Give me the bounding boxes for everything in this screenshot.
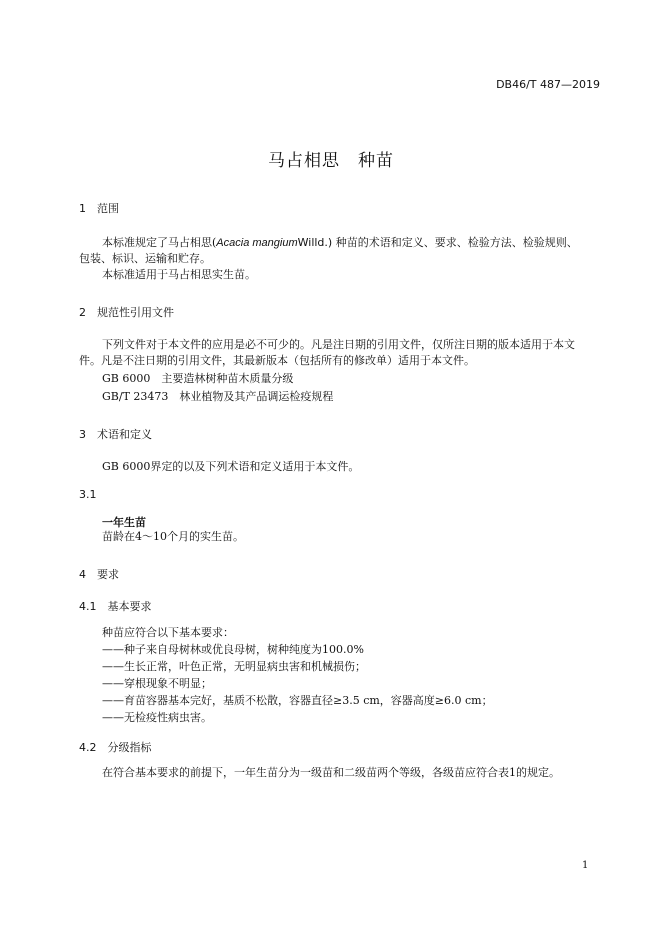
reference-item: GB 6000 主要造林树种苗木质量分级: [102, 372, 294, 385]
section-1-text-b: Willd.) 种苗的术语和定义、要求、检验方法、检验规则、: [297, 236, 578, 249]
section-4-1-heading: 4.1 基本要求: [79, 600, 152, 613]
section-1-paragraph-1: [102, 236, 578, 250]
section-2-paragraph-1-cont: 件。凡是不注日期的引用文件，其最新版本（包括所有的修改单）适用于本文件。: [79, 354, 475, 367]
reference-item: GB/T 23473 林业植物及其产品调运检疫规程: [102, 390, 334, 403]
section-1-heading: 1 范围: [79, 202, 119, 215]
document-code: DB46/T 487—2019: [496, 78, 600, 91]
requirement-item: ——无检疫性病虫害。: [102, 711, 212, 724]
section-1-text-a: 本标准规定了马占相思(: [102, 236, 217, 249]
section-1-paragraph-1-cont: 包装、标识、运输和贮存。: [79, 252, 211, 265]
section-4-2-heading: 4.2 分级指标: [79, 741, 152, 754]
section-2-heading: 2 规范性引用文件: [79, 306, 174, 319]
section-3-heading: 3 术语和定义: [79, 428, 152, 441]
section-4-heading: 4 要求: [79, 568, 119, 581]
section-3-1-heading: 3.1: [79, 488, 97, 501]
requirements-intro: 种苗应符合以下基本要求：: [102, 626, 234, 639]
requirement-item: ——生长正常，叶色正常，无明显病虫害和机械损伤；: [102, 660, 366, 673]
requirement-item: ——种子来自母树林或优良母树，树种纯度为100.0%: [102, 643, 364, 656]
section-3-paragraph: GB 6000界定的以及下列术语和定义适用于本文件。: [102, 460, 360, 473]
requirement-item: ——穿根现象不明显；: [102, 677, 212, 690]
latin-name: Acacia mangium: [216, 237, 298, 249]
term-definition: 苗龄在4～10个月的实生苗。: [102, 530, 244, 543]
document-title: 马占相思 种苗: [268, 151, 394, 171]
section-4-2-paragraph: 在符合基本要求的前提下，一年生苗分为一级苗和二级苗两个等级，各级苗应符合表1的规定。: [102, 766, 560, 779]
section-1-paragraph-2: 本标准适用于马占相思实生苗。: [102, 268, 256, 281]
term-name: 一年生苗: [102, 516, 146, 529]
page-number: 1: [582, 860, 589, 871]
requirement-item: ——育苗容器基本完好，基质不松散，容器直径≥3.5 cm，容器高度≥6.0 cm；: [102, 694, 493, 707]
section-2-paragraph-1: 下列文件对于本文件的应用是必不可少的。凡是注日期的引用文件，仅所注日期的版本适用于本文: [102, 338, 575, 351]
